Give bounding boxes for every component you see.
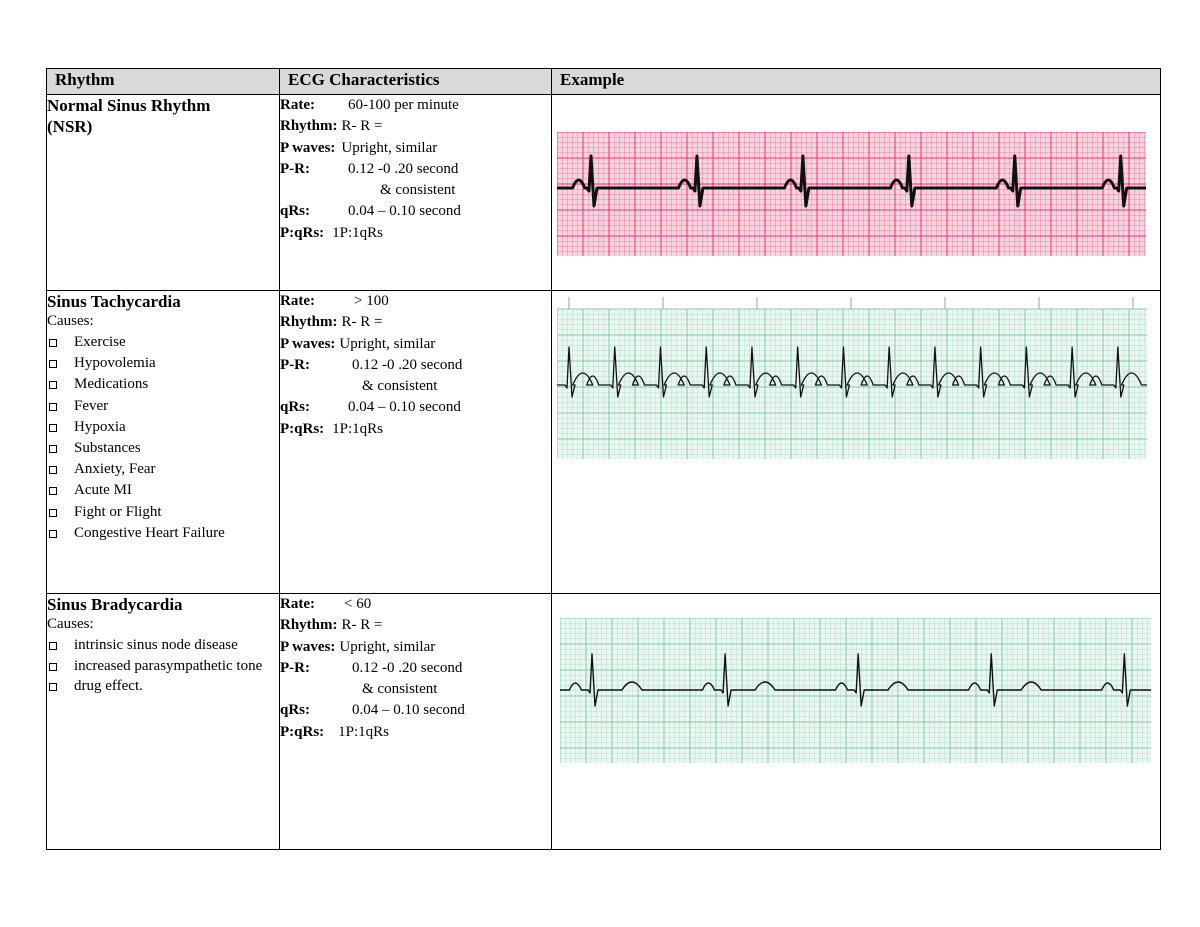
characteristics-cell <box>280 95 552 291</box>
list-item: Fever <box>47 396 279 417</box>
example-cell <box>552 291 1161 594</box>
pqrs-value: 1P:1qRs <box>338 723 390 740</box>
pwaves-value: Upright, similar <box>341 139 438 156</box>
rate-value: 60-100 per minute <box>348 97 459 113</box>
checkbox-bullet-icon <box>49 509 57 517</box>
example-cell <box>552 95 1161 291</box>
rhythm-label: Rhythm: <box>280 314 338 331</box>
causes-label: Causes: <box>47 616 94 632</box>
ecg-rhythm-table <box>46 68 1161 850</box>
pqrs-label: P:qRs: <box>280 420 325 437</box>
pqrs-label: P:qRs: <box>280 723 325 740</box>
rhythm-label: Rhythm: <box>280 118 338 135</box>
pwaves-label: P waves: <box>280 638 336 655</box>
qrs-label: qRs: <box>280 399 311 416</box>
checkbox-bullet-icon <box>49 530 57 538</box>
pwaves-value: Upright, similar <box>339 638 436 655</box>
list-item: Congestive Heart Failure <box>47 523 279 544</box>
ecg-strip-tachycardia <box>557 297 1147 459</box>
pr-value: 0.12 -0 .20 second <box>352 659 463 676</box>
causes-label: Causes: <box>47 313 94 329</box>
rhythm-cell <box>47 594 280 850</box>
list-item: increased parasympathetic tone <box>47 656 279 677</box>
pwaves-label: P waves: <box>280 335 336 352</box>
pqrs-label: P:qRs: <box>280 224 325 241</box>
pr-value: 0.12 -0 .20 second <box>352 356 463 373</box>
qrs-value: 0.04 – 0.10 second <box>348 399 461 416</box>
pr-label: P-R: <box>280 356 310 373</box>
list-item: drug effect. <box>47 676 279 697</box>
rhythm-value: R- R = <box>341 314 383 331</box>
causes-list <box>47 635 279 697</box>
rate-label: Rate: <box>280 97 315 113</box>
checkbox-bullet-icon <box>49 487 57 495</box>
checkbox-bullet-icon <box>49 339 57 347</box>
causes-list <box>47 332 279 544</box>
rhythm-label: Rhythm: <box>280 617 338 634</box>
pr-label: P-R: <box>280 160 310 177</box>
list-item: Hypoxia <box>47 417 279 438</box>
list-item: Substances <box>47 438 279 459</box>
rate-value: < 60 <box>344 596 372 612</box>
qrs-label: qRs: <box>280 203 311 220</box>
list-item: Exercise <box>47 332 279 353</box>
rhythm-name: Sinus Bradycardia <box>47 595 183 614</box>
rate-label: Rate: <box>280 293 315 309</box>
qrs-label: qRs: <box>280 702 311 719</box>
characteristics-cell <box>280 594 552 850</box>
rhythm-value: R- R = <box>341 617 383 634</box>
pr-label: P-R: <box>280 659 310 676</box>
pwaves-label: P waves: <box>280 139 336 156</box>
ecg-strip-nsr <box>557 132 1146 256</box>
header-row <box>47 69 1161 95</box>
table-row-tachycardia <box>47 291 1161 594</box>
qrs-value: 0.04 – 0.10 second <box>352 702 465 719</box>
checkbox-bullet-icon <box>49 381 57 389</box>
example-cell <box>552 594 1161 850</box>
table-row-nsr <box>47 95 1161 291</box>
list-item: Medications <box>47 374 279 395</box>
checkbox-bullet-icon <box>49 642 57 650</box>
rhythm-name: Sinus Tachycardia <box>47 292 181 311</box>
pr-continuation: & consistent <box>380 182 456 199</box>
rhythm-abbrev: (NSR) <box>47 117 93 136</box>
rate-label: Rate: <box>280 596 315 612</box>
checkbox-bullet-icon <box>49 683 57 691</box>
list-item: Hypovolemia <box>47 353 279 374</box>
qrs-value: 0.04 – 0.10 second <box>348 203 461 220</box>
pr-continuation: & consistent <box>362 378 438 395</box>
header-ecg-characteristics: ECG Characteristics <box>280 69 552 95</box>
pwaves-value: Upright, similar <box>339 335 436 352</box>
rate-value: > 100 <box>354 293 389 309</box>
pr-value: 0.12 -0 .20 second <box>348 160 459 177</box>
list-item: intrinsic sinus node disease <box>47 635 279 656</box>
table-row-bradycardia <box>47 594 1161 850</box>
pqrs-value: 1P:1qRs <box>332 224 384 241</box>
checkbox-bullet-icon <box>49 445 57 453</box>
header-rhythm: Rhythm <box>47 69 280 95</box>
checkbox-bullet-icon <box>49 403 57 411</box>
list-item: Fight or Flight <box>47 502 279 523</box>
checkbox-bullet-icon <box>49 663 57 671</box>
pqrs-value: 1P:1qRs <box>332 420 384 437</box>
characteristics-cell <box>280 291 552 594</box>
checkbox-bullet-icon <box>49 466 57 474</box>
list-item: Anxiety, Fear <box>47 459 279 480</box>
rhythm-value: R- R = <box>341 118 383 135</box>
rhythm-cell <box>47 95 280 291</box>
header-example: Example <box>552 69 1161 95</box>
rhythm-name: Normal Sinus Rhythm <box>47 96 211 115</box>
list-item: Acute MI <box>47 480 279 501</box>
pr-continuation: & consistent <box>362 681 438 698</box>
ecg-strip-bradycardia <box>560 618 1151 763</box>
checkbox-bullet-icon <box>49 424 57 432</box>
checkbox-bullet-icon <box>49 360 57 368</box>
rhythm-cell <box>47 291 280 594</box>
